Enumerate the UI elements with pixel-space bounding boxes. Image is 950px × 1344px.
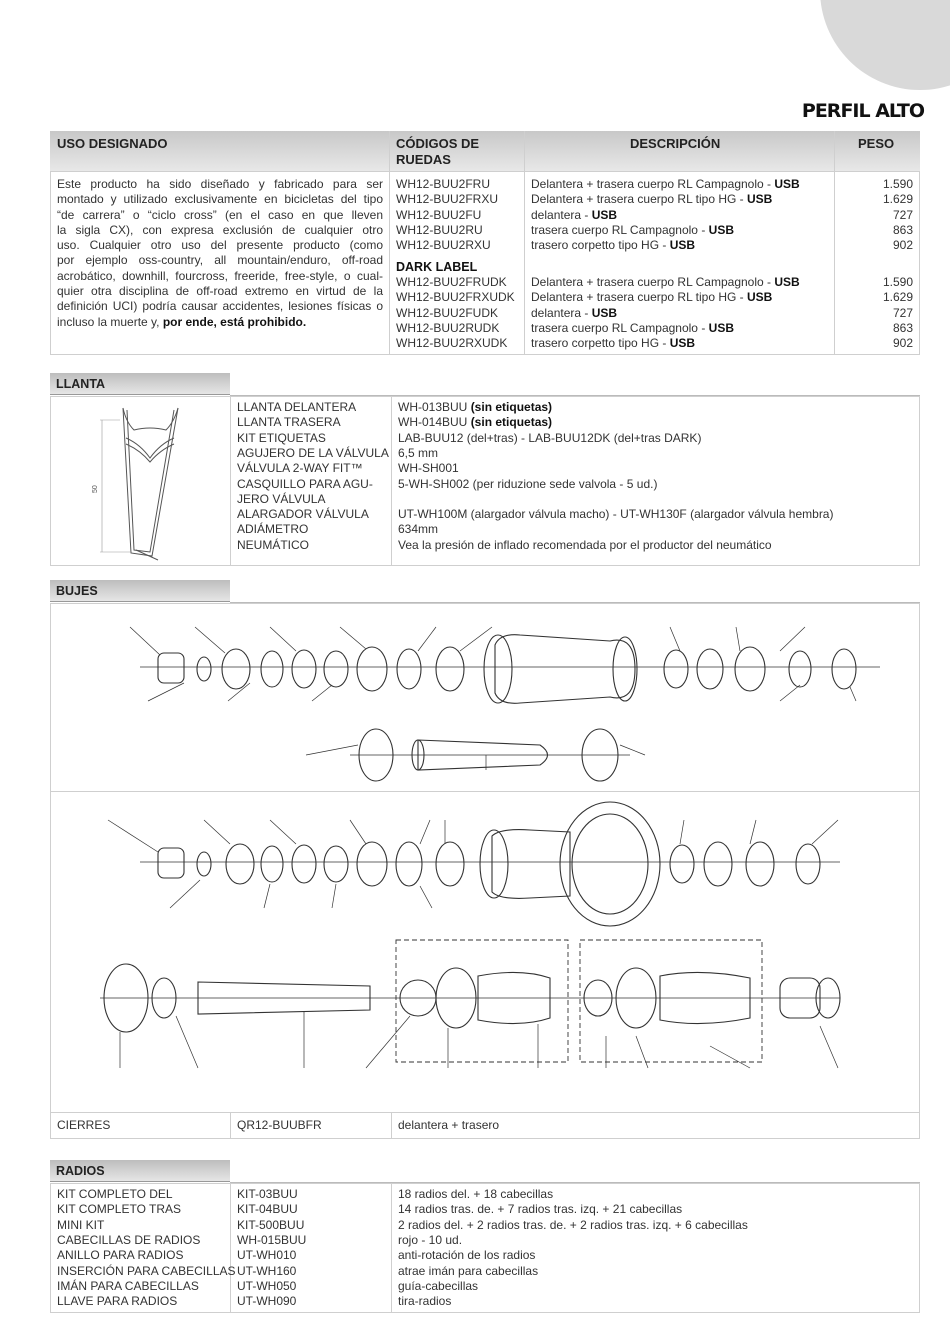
- usb-label: USB: [669, 238, 696, 253]
- uso-line: por ejemplo oss-country, all mountain/enduro, off-road: [57, 253, 383, 268]
- llanta-label: VÁLVULA 2-WAY FIT™: [237, 461, 363, 476]
- llanta-value: [398, 446, 438, 461]
- uso-line: la sigla CX), con expresa exclusión de cualquier otro: [57, 222, 383, 237]
- uso-line: “de carrera” o “ciclo cross” (en el caso en que lleven: [57, 207, 383, 222]
- usb-label: USB: [591, 305, 618, 320]
- uso-line: montado y utilizado exclusivamente en bicicletas del tipo: [57, 192, 383, 207]
- wheel-description: [531, 238, 695, 253]
- wheel-code: WH12-BUU2RUDK: [396, 320, 500, 335]
- wheel-code: WH12-BUU2FRXU: [396, 192, 499, 207]
- radios-code: KIT-04BUU: [237, 1202, 298, 1217]
- usb-label: USB: [747, 192, 773, 207]
- uso-line: definición UCI) podría causar accidentes, lesiones físicas o: [57, 299, 383, 314]
- radios-code: KIT-03BUU: [237, 1187, 298, 1201]
- description-text: Delantera + trasera cuerpo RL tipo HG -: [531, 192, 747, 207]
- radios-label: LLAVE PARA RADIOS: [57, 1294, 178, 1309]
- llanta-value-bold: (sin etiquetas): [470, 415, 553, 430]
- description-text: delantera -: [531, 207, 592, 222]
- uso-line: quier otra disciplina de off-road extremo en virtud de la: [57, 284, 383, 299]
- radios-title: RADIOS: [50, 1160, 230, 1182]
- header-peso: PESO: [858, 136, 895, 151]
- description-text: trasero corpetto tipo HG -: [531, 238, 670, 253]
- usb-label: USB: [669, 336, 696, 351]
- llanta-value: [398, 522, 438, 537]
- llanta-value-text: 5-WH-SH002 (per riduzione sede valvola - 5 ud.): [398, 476, 658, 491]
- description-text: trasera cuerpo RL Campagnolo -: [531, 320, 709, 335]
- radios-label: CABECILLAS DE RADIOS: [57, 1232, 201, 1247]
- uso-line: Este producto ha sido diseñado y fabricado para ser: [57, 177, 383, 191]
- llanta-label: ADIÁMETRO: [237, 522, 309, 537]
- llanta-value-bold: (sin etiquetas): [470, 400, 553, 414]
- radios-label: MINI KIT: [57, 1217, 105, 1232]
- radios-desc: 14 radios tras. de. + 7 radios tras. izq. + 21 cabecillas: [398, 1202, 683, 1217]
- description-text: trasera cuerpo RL Campagnolo -: [531, 222, 709, 237]
- radios-code: UT-WH160: [237, 1263, 297, 1278]
- usb-label: USB: [708, 222, 734, 237]
- usb-label: USB: [747, 290, 773, 305]
- rim-dimension-label: 50: [92, 485, 99, 493]
- wheel-weight: 863: [892, 222, 913, 237]
- llanta-value: [398, 477, 657, 492]
- llanta-label: NEUMÁTICO: [237, 537, 309, 552]
- cierres-label: CIERRES: [57, 1118, 111, 1132]
- wheel-description: [531, 290, 772, 305]
- radios-label: ANILLO PARA RADIOS: [57, 1248, 184, 1263]
- llanta-value-text: Vea la presión de inflado recomendada por el productor del neumático: [398, 537, 772, 552]
- wheel-weight: 727: [892, 305, 913, 320]
- description-text: trasero corpetto tipo HG -: [531, 336, 670, 351]
- radios-desc: anti-rotación de los radios: [398, 1248, 536, 1263]
- wheel-code: WH12-BUU2FRUDK: [396, 275, 507, 289]
- radios-desc: atrae imán para cabecillas: [398, 1263, 539, 1278]
- llanta-value-text: WH-013BUU: [398, 400, 471, 414]
- wheel-code: WH12-BUU2FUDK: [396, 305, 499, 320]
- radios-label: IMÁN PARA CABECILLAS: [57, 1278, 199, 1293]
- wheel-description: [531, 208, 617, 223]
- wheel-code: WH12-BUU2FRXUDK: [396, 290, 515, 305]
- llanta-value: [398, 400, 552, 415]
- uso-line: acrobático, downhill, fourcross, freeride, free-style, o cual-: [57, 268, 383, 283]
- radios-code: UT-WH010: [237, 1248, 297, 1263]
- corner-decoration: [820, 0, 950, 90]
- radios-label: INSERCIÓN PARA CABECILLAS: [57, 1263, 236, 1278]
- radios-code: KIT-500BUU: [237, 1217, 305, 1232]
- header-codigos: CÓDIGOS DE RUEDAS: [396, 136, 480, 167]
- description-text: delantera -: [531, 305, 592, 320]
- wheel-weight: 1.629: [882, 192, 913, 207]
- description-text: Delantera + trasera cuerpo RL Campagnolo -: [531, 275, 775, 289]
- llanta-label: KIT ETIQUETAS: [237, 430, 326, 445]
- radios-desc: tira-radios: [398, 1294, 452, 1309]
- dark-label: DARK LABEL: [396, 260, 478, 274]
- radios-label: KIT COMPLETO DEL: [57, 1187, 173, 1201]
- wheel-weight: 727: [892, 207, 913, 222]
- cierres-code: QR12-BUUBFR: [237, 1118, 322, 1132]
- llanta-value-text: UT-WH100M (alargador válvula macho) - UT-WH130F (alargador válvula hembra): [398, 507, 834, 522]
- wheel-weight: 1.590: [882, 275, 913, 289]
- wheel-weight: 902: [892, 238, 913, 253]
- llanta-label: CASQUILLO PARA AGU-: [237, 476, 373, 491]
- uso-designado-text: [57, 177, 383, 330]
- llanta-value-text: WH-014BUU: [398, 415, 471, 430]
- uso-bold-end: por ende, está prohibido.: [162, 314, 307, 329]
- description-text: Delantera + trasera cuerpo RL Campagnolo -: [531, 177, 775, 191]
- usb-label: USB: [774, 177, 800, 191]
- wheel-weight: 863: [892, 320, 913, 335]
- llanta-label: LLANTA TRASERA: [237, 415, 341, 430]
- front-hub-exploded-drawing: [100, 615, 880, 785]
- llanta-label: ALARGADOR VÁLVULA: [237, 507, 369, 522]
- header-uso: USO DESIGNADO: [57, 136, 168, 151]
- wheel-description: [531, 306, 617, 321]
- page-heading: PERFIL ALTO: [801, 100, 924, 122]
- llanta-value-text: 634mm: [398, 522, 439, 537]
- usb-label: USB: [591, 207, 618, 222]
- wheel-description: [531, 192, 772, 207]
- wheel-code: WH12-BUU2FRU: [396, 177, 491, 191]
- llanta-value: [398, 431, 701, 446]
- llanta-value: [398, 538, 772, 553]
- description-text: Delantera + trasera cuerpo RL tipo HG -: [531, 290, 747, 305]
- llanta-value: [398, 461, 459, 476]
- llanta-title: LLANTA: [50, 373, 230, 395]
- radios-desc: guía-cabecillas: [398, 1278, 479, 1293]
- usb-label: USB: [708, 320, 734, 335]
- radios-code: UT-WH090: [237, 1294, 297, 1309]
- radios-code: WH-015BUU: [237, 1232, 307, 1247]
- wheel-code: WH12-BUU2RXU: [396, 238, 491, 253]
- wheel-weight: 1.629: [882, 290, 913, 305]
- wheel-code: WH12-BUU2FU: [396, 207, 482, 222]
- llanta-value-text: LAB-BUU12 (del+tras) - LAB-BUU12DK (del+tras DARK): [398, 430, 702, 445]
- uso-line: uso. Cualquier otro uso del presente producto (como: [57, 238, 383, 253]
- radios-desc: rojo - 10 ud.: [398, 1232, 463, 1247]
- llanta-label: JERO VÁLVULA: [237, 491, 326, 506]
- uso-line: incluso la muerte y,: [57, 314, 160, 329]
- wheel-weight: 902: [892, 336, 913, 351]
- radios-label: KIT COMPLETO TRAS: [57, 1202, 182, 1217]
- wheel-description: [531, 223, 734, 238]
- rim-profile-drawing: [90, 400, 200, 562]
- radios-desc: 18 radios del. + 18 cabecillas: [398, 1187, 554, 1201]
- radios-desc: 2 radios del. + 2 radios tras. de. + 2 radios tras. izq. + 6 cabecillas: [398, 1217, 748, 1232]
- rear-hub-exploded-drawing: [100, 800, 880, 1100]
- wheel-code: WH12-BUU2RXUDK: [396, 336, 508, 351]
- llanta-label: AGUJERO DE LA VÁLVULA: [237, 445, 389, 460]
- header-descripcion: DESCRIPCIÓN: [630, 136, 721, 151]
- llanta-value-text: WH-SH001: [398, 461, 459, 476]
- llanta-value: [398, 507, 833, 522]
- llanta-label: LLANTA DELANTERA: [237, 400, 357, 414]
- usb-label: USB: [774, 275, 800, 289]
- radios-code: UT-WH050: [237, 1278, 297, 1293]
- llanta-value-text: 6,5 mm: [398, 445, 439, 460]
- wheel-weight: 1.590: [882, 177, 913, 191]
- wheel-code: WH12-BUU2RU: [396, 222, 483, 237]
- llanta-value: [398, 415, 552, 430]
- wheel-description: [531, 336, 695, 351]
- bujes-title: BUJES: [50, 580, 230, 602]
- cierres-desc: delantera + trasero: [398, 1118, 500, 1132]
- wheel-description: [531, 321, 734, 336]
- wheel-description: [531, 177, 800, 192]
- wheel-description: [531, 275, 800, 290]
